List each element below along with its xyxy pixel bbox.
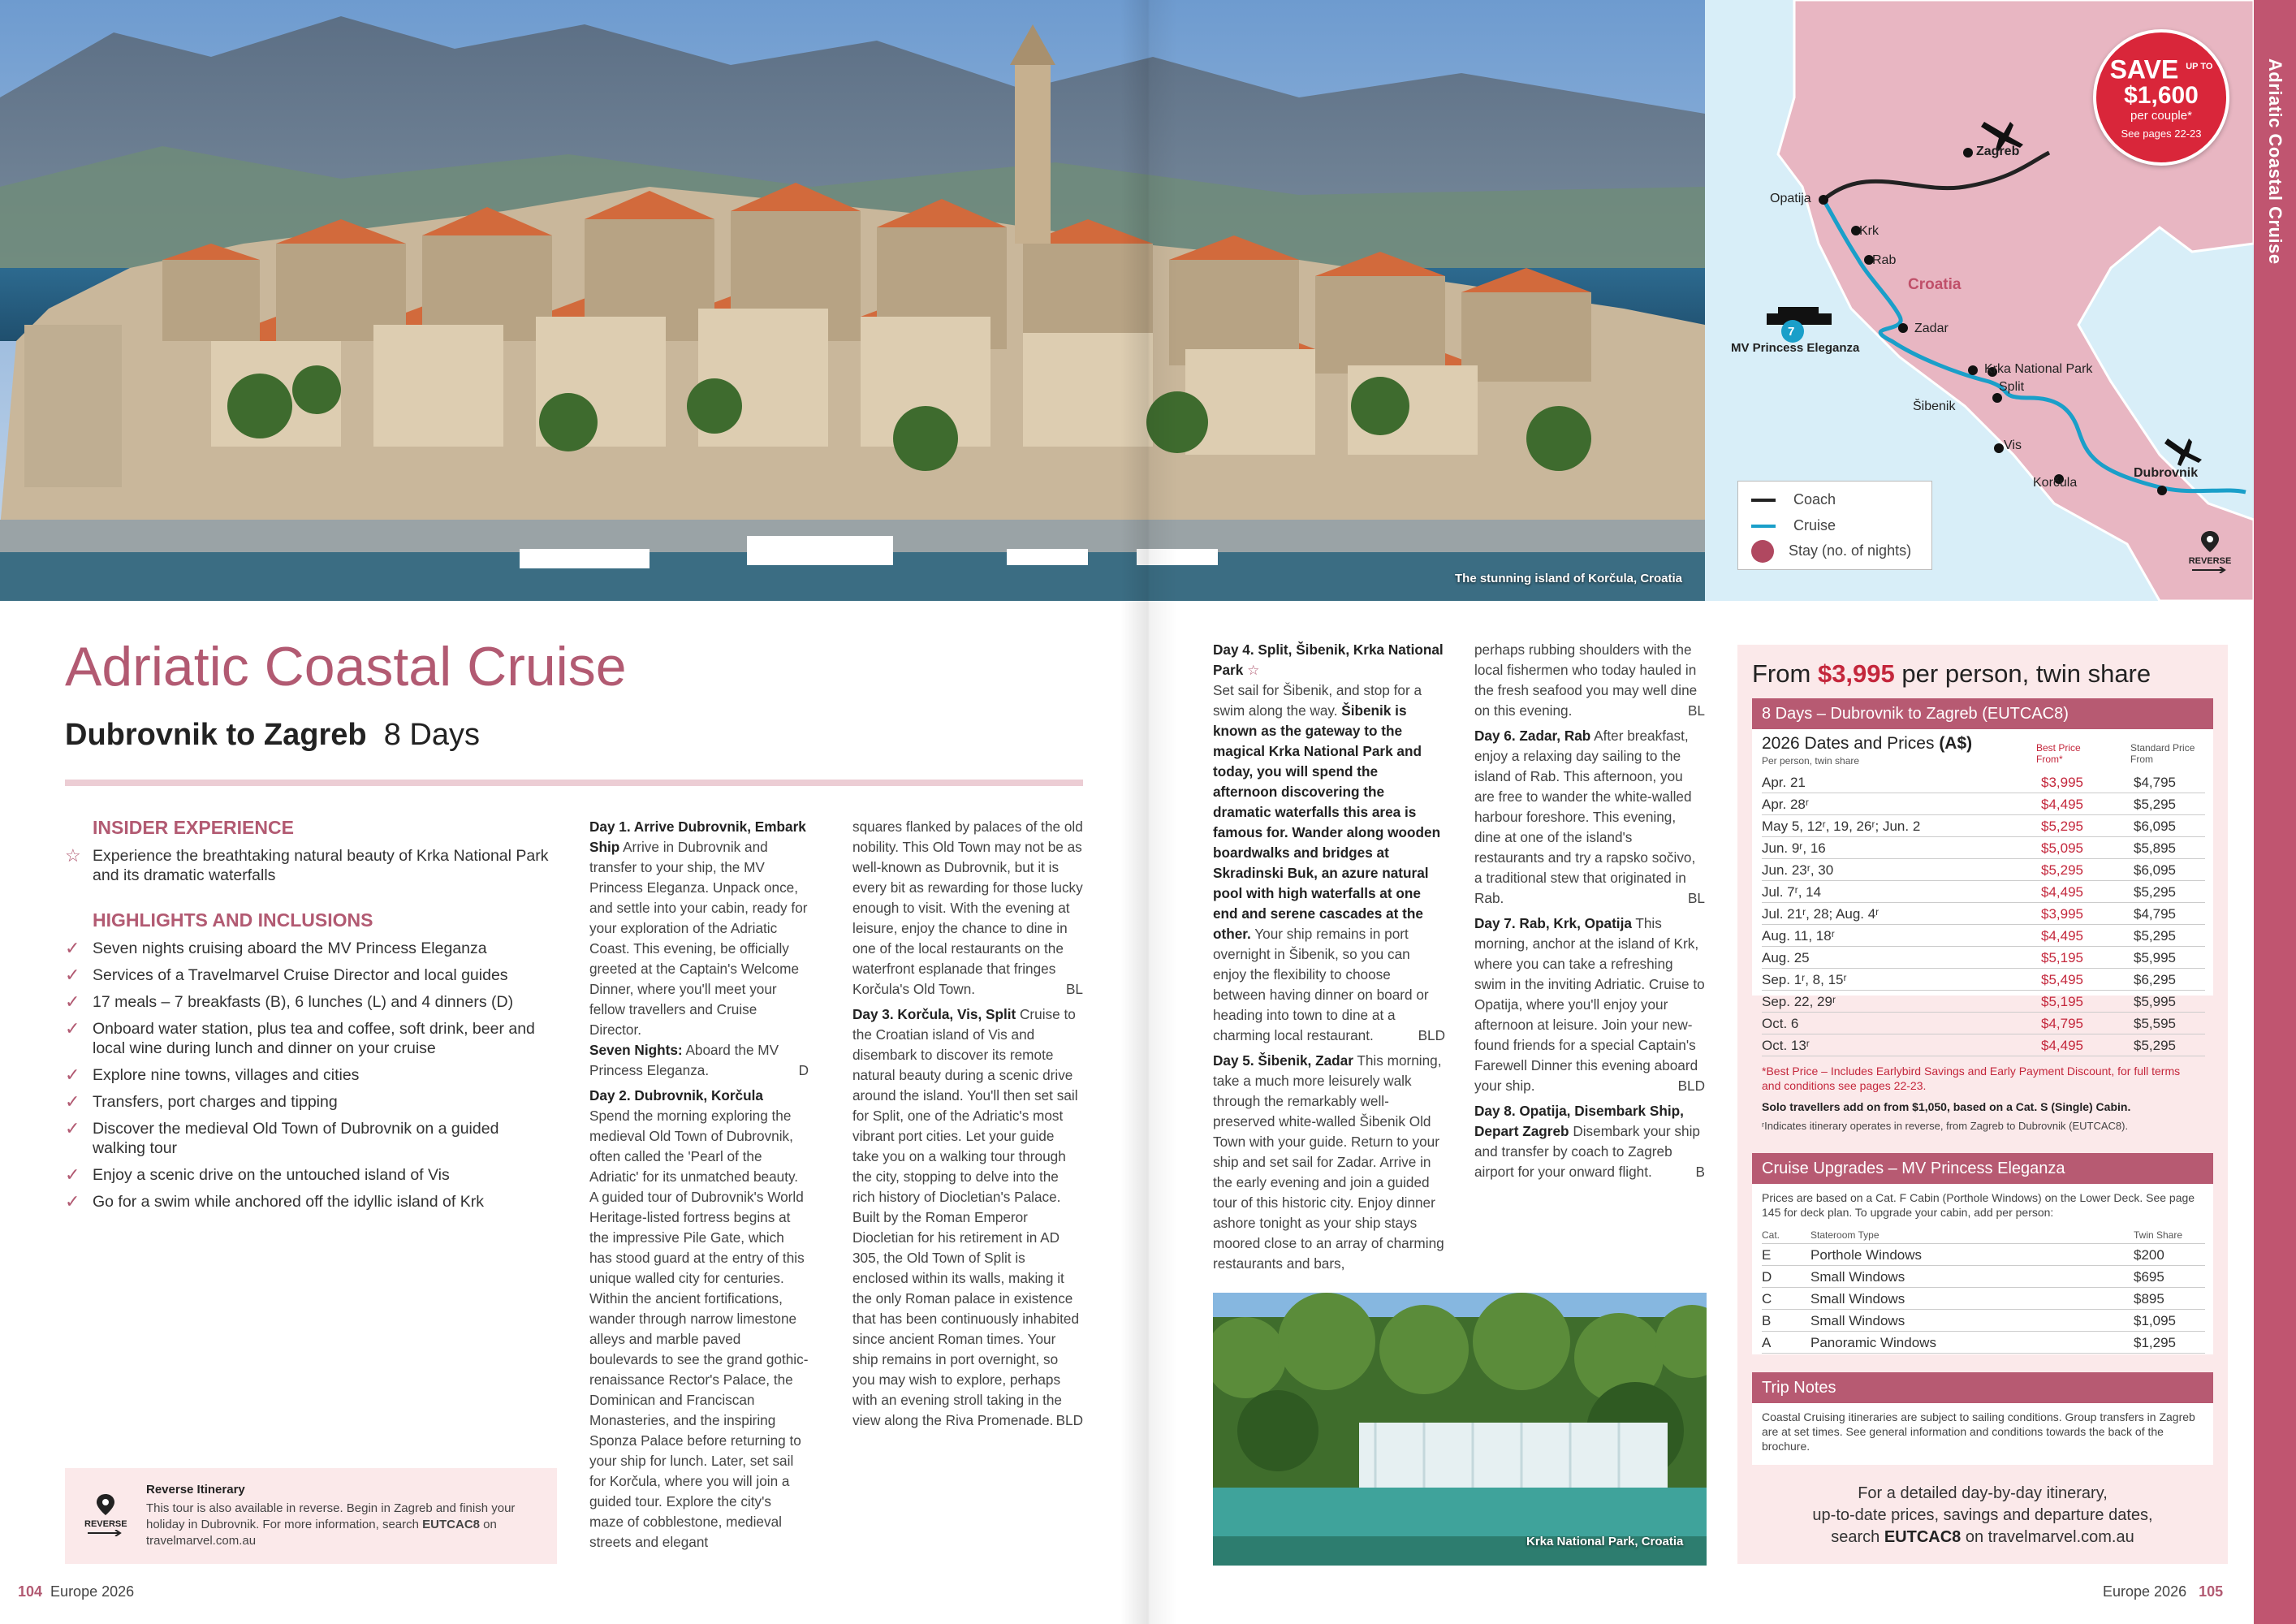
map-place-krk: Krk (1859, 224, 1879, 238)
day-3: Day 3. Korčula, Vis, Split Cruise to the Croatian island of Vis and disembark to discover its remote natural beauty during a scenic drive around the island. You'll then set sail for Split, one of the Adriatic's most vibrant port cities. Let your guide take you on a walking tour through the city, stopping to delve into the rich history of Diocletian's Palace. Built by the Roman Emperor Diocletian for his retirement in AD 305, the Old Town of Split is enclosed within its walls, making it the only Roman palace in existence that has been continuously inhabited since ancient Roman times. Your ship remains in port overnight, so you may wish to explore, perhaps with an evening stroll taking in the view along the Riva Promenade. BLD (852, 1006, 1083, 1428)
map-place-rab: Rab (1872, 253, 1897, 267)
price-row: Aug. 25 $5,195 $5,995 (1762, 947, 2205, 969)
price-table-subtitle: Per person, twin share (1762, 755, 1860, 767)
list-item: ✓ Enjoy a scenic drive on the untouched island of Vis (65, 1164, 450, 1185)
upgrade-row: C Small Windows $895 (1762, 1288, 2205, 1310)
ship-name: MV Princess Eleganza (1731, 341, 1860, 355)
map-place-zadar: Zadar (1914, 322, 1949, 335)
upgrade-row: D Small Windows $695 (1762, 1266, 2205, 1288)
price-row: Sep. 1ʳ, 8, 15ʳ $5,495 $6,295 (1762, 969, 2205, 991)
list-item: ✓ Explore nine towns, villages and cities (65, 1065, 360, 1085)
upgrades-text: Prices are based on a Cat. F Cabin (Porthole Windows) on the Lower Deck. See page 145 for deck plan. To upgrade your cabin, add per person: (1762, 1191, 2195, 1219)
price-row: Aug. 11, 18ʳ $4,495 $5,295 (1762, 925, 2205, 947)
highlights-heading: HIGHLIGHTS AND INCLUSIONS (93, 909, 373, 931)
price-row: May 5, 12ʳ, 19, 26ʳ; Jun. 2 $5,295 $6,095 (1762, 815, 2205, 837)
map-place-korcula: Korčula (2033, 476, 2078, 490)
itinerary-col-4 (1474, 640, 1705, 1187)
itinerary-col-3 (1213, 640, 1445, 1279)
legend-cruise: Cruise (1751, 517, 1836, 534)
upgrade-row: B Small Windows $1,095 (1762, 1310, 2205, 1332)
map-place-krka: Krka National Park (1984, 362, 2093, 376)
trip-notes-band: Trip Notes (1752, 1372, 2213, 1403)
check-icon: ✓ (65, 1164, 80, 1185)
trip-notes-text: Coastal Cruising itineraries are subject to sailing conditions. Group transfers in Zagreb are at set times. See general information and conditions towards the back of the brochure. (1762, 1410, 2195, 1453)
day-6: Day 6. Zadar, Rab After breakfast, enjoy a relaxing day sailing to the island of Rab. This afternoon, you are free to wander the white-walled harbour foreshore. This evening, dine at one of the island's restaurants and try a rapsko sočivo, a traditional stew that originated in Rab. BL (1474, 728, 1705, 906)
list-item: ✓ Discover the medieval Old Town of Dubrovnik on a guided walking tour (65, 1118, 499, 1157)
list-item: ✓ Services of a Travelmarvel Cruise Director and local guides (65, 965, 508, 985)
insider-heading: INSIDER EXPERIENCE (93, 817, 294, 838)
reverse-text: This tour is also available in reverse. Begin in Zagreb and finish your holiday in Dubrovnik. For more information, search EUTCAC8 on travelmarvel.com.au (146, 1501, 516, 1548)
hero-caption: The stunning island of Korčula, Croatia (1455, 572, 1683, 585)
cruise-line-icon (1751, 525, 1776, 528)
reverse-heading: Reverse Itinerary (146, 1483, 245, 1497)
itinerary-col-2 (852, 817, 1083, 1436)
upgrade-row: A Panoramic Windows $1,295 (1762, 1332, 2205, 1354)
insider-item: ☆ Experience the breathtaking natural beauty of Krka National Park and its dramatic waterfalls (65, 845, 549, 884)
best-price-note: *Best Price – Includes Earlybird Savings and Early Payment Discount, for full terms and conditions see pages 22-23. (1762, 1065, 2181, 1092)
map-place-vis: Vis (2004, 438, 2022, 452)
price-row: Apr. 28ʳ $4,495 $5,295 (1762, 793, 2205, 815)
tour-subtitle: Dubrovnik to Zagreb 8 Days (65, 718, 480, 752)
price-row: Oct. 6 $4,795 $5,595 (1762, 1013, 2205, 1034)
price-row: Jun. 23ʳ, 30 $5,295 $6,095 (1762, 859, 2205, 881)
check-icon: ✓ (65, 1065, 80, 1085)
price-row: Jul. 7ʳ, 14 $4,495 $5,295 (1762, 881, 2205, 903)
check-icon: ✓ (65, 1091, 80, 1112)
check-icon: ✓ (65, 965, 80, 985)
footer-right: Europe 2026 105 (2103, 1583, 2224, 1600)
reverse-icon: REVERSE (84, 1492, 127, 1539)
tour-code-band: 8 Days – Dubrovnik to Zagreb (EUTCAC8) (1752, 698, 2213, 729)
itinerary-col-1 (589, 817, 809, 1557)
krka-caption: Krka National Park, Croatia (1526, 1535, 1684, 1548)
legend-coach: Coach (1751, 491, 1836, 508)
location-pin-icon (2199, 529, 2221, 554)
from-price: From $3,995 per person, twin share (1752, 659, 2151, 688)
day-7: Day 7. Rab, Krk, Opatija This morning, anchor at the island of Krk, where you can take a refreshing swim in the inviting Adriatic. Cruise to Opatija, where you'll enjoy your afternoon at leisure. Join your new-found friends for a special Captain's Farewell Dinner this evening aboard your ship. BLD (1474, 915, 1705, 1094)
check-icon: ✓ (65, 1018, 80, 1039)
col-standard-price: Standard Price From (2130, 742, 2195, 765)
day-5: Day 5. Šibenik, Zadar This morning, take a much more leisurely walk through the remarkably well-preserved white-walled Šibenik Old Town with your guide. Return to your ship and set sail for Zadar. Arrive in the early evening and join a guided tour of this historic city. Enjoy dinner ashore tonight as your ship stays moored close to an array of charming restaurants and bars, (1213, 1052, 1444, 1272)
side-tab: Adriatic Coastal Cruise (2254, 0, 2296, 1624)
map-place-zagreb: Zagreb (1976, 145, 2020, 158)
star-icon: ☆ (65, 845, 81, 866)
upgrades-band: Cruise Upgrades – MV Princess Eleganza (1752, 1153, 2213, 1184)
day-1: Day 1. Arrive Dubrovnik, Embark Ship Arrive in Dubrovnik and transfer to your ship, the MV Princess Eleganza. Unpack once, and settle into your cabin, ready for your exploration of the Adriatic Coast. This evening, be officially greeted at the Captain's Welcome Dinner, where you'll meet your fellow travellers and Cruise Director. Seven Nights: Aboard the MV Princess Eleganza. D (589, 818, 809, 1078)
check-icon: ✓ (65, 938, 80, 958)
check-icon: ✓ (65, 1118, 80, 1138)
map-legend (1737, 481, 1932, 570)
map-place-opatija: Opatija (1770, 192, 1811, 205)
panel-footer: For a detailed day-by-day itinerary, up-to-date prices, savings and departure dates, search EUTCAC8 on travelmarvel.com.au (1812, 1484, 2153, 1546)
day-2: Day 2. Dubrovnik, Korčula Spend the morning exploring the medieval Old Town of Dubrovnik, often called the 'Pearl of the Adriatic' for its unmatched beauty. A guided tour of Dubrovnik's World Heritage-listed fortress begins at the impressive Pile Gate, which has stood guard at the entry of this unique walled city for centuries. Within the ancient fortifications, wander through narrow limestone alleys and marble paved boulevards to see the grand gothic-renaissance Rector's Palace, the Dominican and Franciscan Monasteries, and the inspiring Sponza Palace before returning to your ship for lunch. Later, set sail for Korčula, where you will join a guided tour. Explore the city's maze of cobblestone, medieval streets and elegant (589, 1087, 809, 1550)
coach-line-icon (1751, 499, 1776, 502)
stay-dot-icon (1751, 540, 1774, 563)
location-pin-icon (94, 1492, 117, 1517)
legend-stay: Stay (no. of nights) (1751, 540, 1911, 563)
day-4: Day 4. Split, Šibenik, Krka National Park ☆ Set sail for Šibenik, and stop for a swim along the way. Šibenik is known as the gateway to the magical Krka National Park and today, you will spend the afternoon discovering the dramatic waterfalls this area is famous for. Wander along wooden boardwalks and bridges at Skradinski Buk, an azure natural pool with high waterfalls at one end and serene cascades at the other. Your ship remains in port overnight in Šibenik, so you can enjoy the flexibility to choose between having dinner on board or heading into town to dine at a charming local restaurant. BLD (1213, 641, 1445, 1043)
footer-left: 104 Europe 2026 (18, 1583, 135, 1600)
korcula-hero-photo (0, 0, 1705, 601)
price-row: Sep. 22, 29ʳ $5,195 $5,995 (1762, 991, 2205, 1013)
day-2-continued: squares flanked by palaces of the old nobility. This Old Town may not be as well-known as Dubrovnik, but it is every bit as rewarding for those lucky enough to visit. With the evening at leisure, enjoy the chance to dine in one of the local restaurants on the waterfront esplanade that fringes Korčula's Old Town. BL (852, 818, 1083, 997)
list-item: ✓ Transfers, port charges and tipping (65, 1091, 338, 1112)
price-row: Oct. 13ʳ $4,495 $5,295 (1762, 1034, 2205, 1056)
price-row: Jun. 9ʳ, 16 $5,095 $5,895 (1762, 837, 2205, 859)
map-country-label: Croatia (1908, 276, 1962, 293)
list-item: ✓ 17 meals – 7 breakfasts (B), 6 lunches (L) and 4 dinners (D) (65, 991, 514, 1012)
list-item: ✓ Seven nights cruising aboard the MV Princess Eleganza (65, 938, 487, 958)
check-icon: ✓ (65, 991, 80, 1012)
price-row: Apr. 21 $3,995 $4,795 (1762, 771, 2205, 793)
upgrade-row: E Porthole Windows $200 (1762, 1244, 2205, 1266)
krka-photo (1213, 1293, 1707, 1566)
reverse-arrow-icon (2192, 567, 2228, 573)
save-badge: SAVE $^{UP TO}$ $1,600 per couple* See pages 22-23 (2093, 29, 2229, 166)
title-divider (65, 780, 1083, 786)
day-8: Day 8. Opatija, Disembark Ship, Depart Zagreb Disembark your ship and transfer by coach to Zagreb airport for your onward flight. B (1474, 1103, 1705, 1180)
solo-note: Solo travellers add on from $1,050, based on a Cat. S (Single) Cabin. (1762, 1100, 2131, 1113)
day-5-continued: perhaps rubbing shoulders with the local fishermen who today hauled in the fresh seafood you may well dine on this evening. BL (1474, 641, 1705, 719)
check-icon: ✓ (65, 1191, 80, 1212)
insider-list (65, 846, 552, 892)
highlights-list (65, 939, 552, 1219)
reverse-itinerary-box (65, 1468, 557, 1564)
tour-title: Adriatic Coastal Cruise (65, 636, 627, 698)
map-place-sibenik: Šibenik (1913, 400, 1956, 413)
reverse-arrow-icon (88, 1530, 123, 1536)
star-icon: ☆ (1247, 662, 1260, 678)
map-place-split: Split (1999, 380, 2025, 394)
map-reverse-icon: REVERSE (2187, 529, 2233, 576)
reverse-note: ʳIndicates itinerary operates in reverse, from Zagreb to Dubrovnik (EUTCAC8). (1762, 1120, 2129, 1132)
price-table-title: 2026 Dates and Prices (A$) (1762, 734, 1973, 753)
price-panel (1737, 645, 2228, 1564)
list-item: ✓ Onboard water station, plus tea and coffee, soft drink, beer and local wine during lunch and dinner on your cruise (65, 1018, 535, 1057)
map-place-dubrovnik: Dubrovnik (2134, 466, 2199, 480)
list-item: ✓ Go for a swim while anchored off the idyllic island of Krk (65, 1191, 484, 1212)
ship-number: 7 (1788, 325, 1795, 339)
upgrades-header: Cat. Stateroom Type Twin Share (1762, 1226, 2205, 1244)
price-row: Jul. 21ʳ, 28; Aug. 4ʳ $3,995 $4,795 (1762, 903, 2205, 925)
col-best-price: Best Price From* (2036, 742, 2081, 765)
